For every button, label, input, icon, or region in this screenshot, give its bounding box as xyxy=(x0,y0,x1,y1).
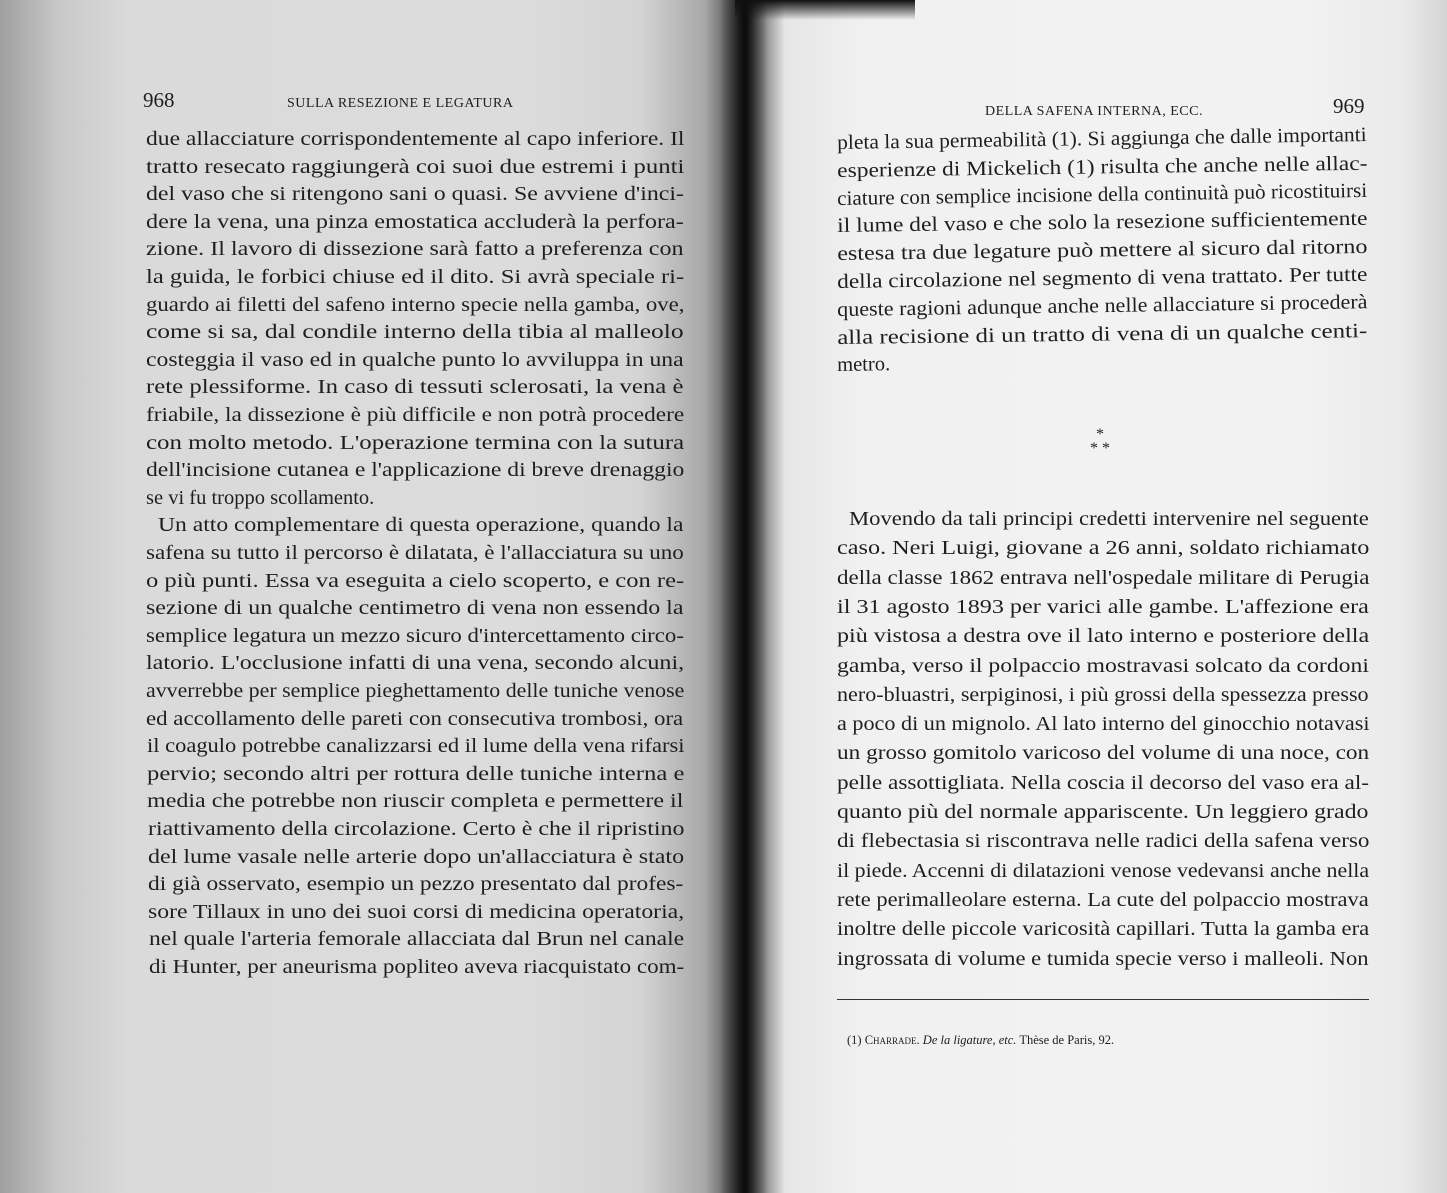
text-line: gamba, verso il polpaccio mostravasi solcato da cordoni xyxy=(837,654,1369,677)
text-line: zione. Il lavoro di dissezione sarà fatto a preferenza con xyxy=(146,238,684,261)
text-line: il coagulo potrebbe canalizzarsi ed il lume della vena rifarsi xyxy=(146,735,685,758)
text-line: sore Tillaux in uno dei suoi corsi di medicina operatoria, xyxy=(148,900,685,923)
text-line: due allacciature corrispondentemente al capo inferiore. Il xyxy=(146,128,685,150)
text-line: il 31 agosto 1893 per varici alle gambe. L'affezione era xyxy=(837,595,1369,618)
text-line: inoltre delle piccole varicosità capillari. Tutta la gamba era xyxy=(837,918,1370,941)
page-number-right: 969 xyxy=(1333,94,1365,118)
text-line: la guida, le forbici chiuse ed il dito. Si avrà speciale ri- xyxy=(146,266,685,288)
text-line: di flebectasia si riscontrava nelle radici della safena verso xyxy=(837,830,1370,853)
text-line: media che potrebbe non riuscir completa e permettere il xyxy=(147,790,684,813)
text-line: queste ragioni adunque anche nelle allacciature si procederà xyxy=(837,291,1368,321)
text-line: ed accollamento delle pareti con consecutiva trombosi, ora xyxy=(146,707,684,730)
footnote-rule xyxy=(837,999,1369,1000)
text-line: nero-bluastri, serpiginosi, i più grossi della spessezza presso xyxy=(837,683,1369,706)
footnote xyxy=(847,1033,1114,1048)
text-line: di già osservato, esempio un pezzo presentato dal profes- xyxy=(148,873,684,896)
footnote-author: Charrade. xyxy=(864,1033,920,1047)
footnote-marker: (1) xyxy=(847,1033,862,1047)
text-line: un grosso gomitolo varicoso del volume di una noce, con xyxy=(837,742,1370,765)
text-line: guardo ai filetti del safeno interno specie nella gamba, ove, xyxy=(146,293,685,316)
text-line: di Hunter, per aneurisma popliteo aveva riacquistato com- xyxy=(149,956,685,978)
text-line: riattivamento della circolazione. Certo è che il ripristino xyxy=(147,818,684,840)
text-line: caso. Neri Luigi, giovane a 26 anni, soldato richiamato xyxy=(837,537,1370,560)
text-line: a poco di un mignolo. Al lato interno del ginocchio notavasi xyxy=(837,713,1370,736)
text-line: rete perimalleolare esterna. La cute del polpaccio mostrava xyxy=(837,888,1369,911)
binding-shadow xyxy=(735,0,915,20)
running-head-right: DELLA SAFENA INTERNA, ECC. xyxy=(985,104,1203,119)
text-line: semplice legatura un mezzo sicuro d'intercettamento circo- xyxy=(146,624,684,647)
text-line: se vi fu troppo scollamento. xyxy=(146,486,375,509)
text-line: il piede. Accenni di dilatazioni venose vedevansi anche nella xyxy=(837,859,1370,882)
right-page xyxy=(745,0,1447,1193)
text-line: o più punti. Essa va eseguita a cielo scoperto, e con re- xyxy=(146,569,685,592)
stars-bottom: * * xyxy=(1090,440,1110,457)
text-line: con molto metodo. L'operazione termina con la sutura xyxy=(146,431,685,454)
page-number-left: 968 xyxy=(143,88,175,112)
text-line: friabile, la dissezione è più difficile e non potrà procedere xyxy=(146,404,685,426)
text-line: più vistosa a destra ove il lato interno e posteriore della xyxy=(837,625,1370,648)
text-line: nel quale l'arteria femorale allacciata dal Brun nel canale xyxy=(148,928,684,951)
text-line: dere la vena, una pinza emostatica accluderà la perfora- xyxy=(146,210,684,233)
running-head-left: SULLA RESEZIONE E LEGATURA xyxy=(287,96,514,111)
text-line: safena su tutto il percorso è dilatata, è l'allacciatura su uno xyxy=(146,542,684,564)
text-line: rete plessiforme. In caso di tessuti sclerosati, la vena è xyxy=(146,376,684,399)
text-line: tratto resecato raggiungerà coi suoi due estremi i punti xyxy=(146,155,685,178)
text-line: il lume del vaso e che solo la resezione sufficientemente xyxy=(837,208,1368,238)
text-line: metro. xyxy=(837,353,891,377)
text-line: pelle assottigliata. Nella coscia il decorso del vaso era al- xyxy=(837,771,1370,794)
text-line: Movendo da tali principi credetti intervenire nel seguente xyxy=(849,508,1369,530)
text-line: come si sa, dal condile interno della tibia al malleolo xyxy=(146,321,684,344)
text-line: del vaso che si ritengono sani o quasi. Se avviene d'inci- xyxy=(146,183,684,206)
text-line: della classe 1862 entrava nell'ospedale militare di Perugia xyxy=(837,566,1370,589)
text-line: costeggia il vaso ed in qualche punto lo avviluppa in una xyxy=(146,348,684,371)
text-line: esperienze di Mickelich (1) risulta che anche nelle allac- xyxy=(837,152,1368,182)
text-line: ciature con semplice incisione della continuità può ricostituirsi xyxy=(837,179,1368,210)
text-line: della circolazione nel segmento di vena trattato. Per tutte xyxy=(837,263,1368,293)
text-line: Un atto complementare di questa operazione, quando la xyxy=(158,514,684,537)
text-line: latorio. L'occlusione infatti di una vena, secondo alcuni, xyxy=(146,652,685,675)
text-line: pervio; secondo altri per rottura delle tuniche interna e xyxy=(146,762,685,785)
book-gutter-shadow xyxy=(720,0,768,1193)
text-line: pleta la sua permeabilità (1). Si aggiunga che dalle importanti xyxy=(837,124,1367,154)
text-line: dell'incisione cutanea e l'applicazione di breve drenaggio xyxy=(146,459,685,482)
footnote-rest: Thèse de Paris, 92. xyxy=(1019,1033,1115,1047)
footnote-title: De la ligature, etc. xyxy=(922,1033,1017,1047)
text-line: quanto più del normale appariscente. Un leggiero grado xyxy=(837,801,1369,823)
text-line: del lume vasale nelle arterie dopo un'allacciatura è stato xyxy=(147,845,684,868)
text-line: avverrebbe per semplice pieghettamento delle tuniche venose xyxy=(146,680,685,702)
star-top: * xyxy=(1096,426,1104,443)
text-line: ingrossata di volume e tumida specie verso i malleoli. Non xyxy=(837,947,1369,970)
text-line: alla recisione di un tratto di vena di un qualche centi- xyxy=(837,319,1368,349)
text-line: estesa tra due legature può mettere al sicuro dal ritorno xyxy=(837,236,1368,266)
text-line: sezione di un qualche centimetro di vena non essendo la xyxy=(146,597,684,620)
section-divider-stars xyxy=(1075,428,1125,456)
